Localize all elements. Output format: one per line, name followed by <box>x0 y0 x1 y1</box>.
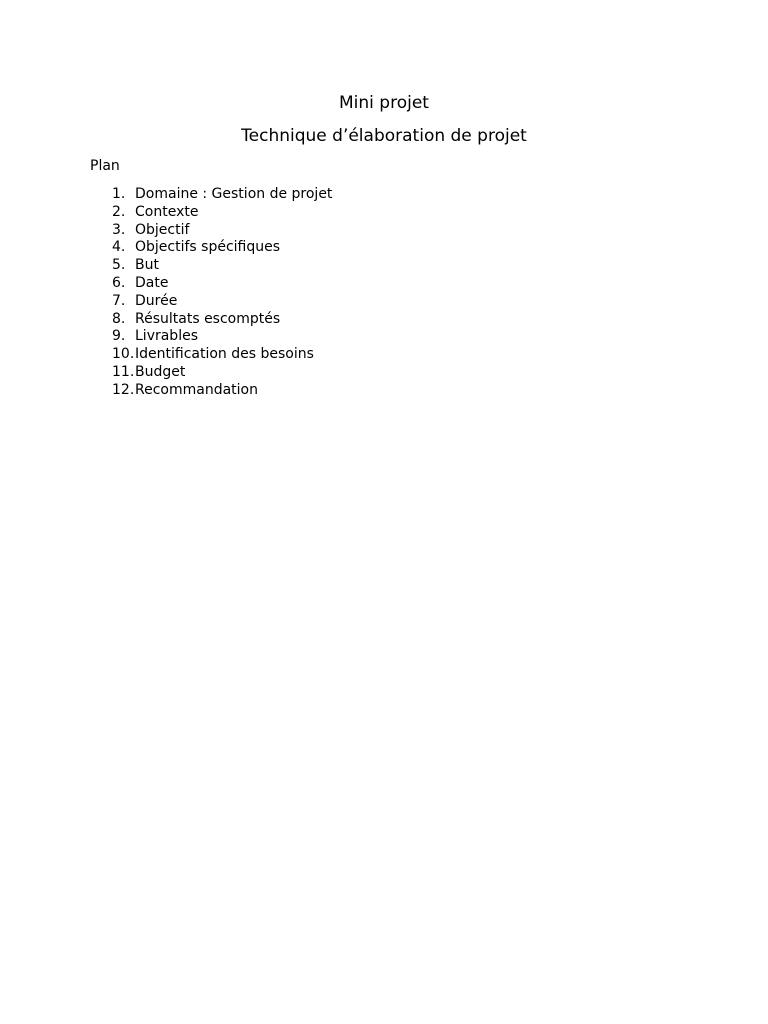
plan-item-number: 9. <box>112 328 126 345</box>
plan-item-text: Domaine : Gestion de projet <box>135 186 333 202</box>
plan-item <box>112 275 332 293</box>
plan-item-text: But <box>135 257 159 274</box>
plan-item-text: Date <box>135 274 169 291</box>
plan-item <box>112 364 332 382</box>
plan-item-number: 7. <box>112 292 126 309</box>
plan-item-text: Résultats escomptés <box>135 310 281 327</box>
plan-item-number: 11. <box>112 363 135 380</box>
plan-item-text: Recommandation <box>135 381 258 398</box>
document-subtitle: Technique d’élaboration de projet <box>241 126 527 146</box>
plan-item <box>112 311 332 329</box>
plan-item-text: Livrables <box>135 328 198 345</box>
plan-item-text: Objectifs spécifiques <box>135 239 281 256</box>
plan-item-number: 12. <box>112 381 135 398</box>
plan-item <box>112 204 332 222</box>
plan-item <box>112 346 332 364</box>
plan-item <box>112 382 332 400</box>
plan-item <box>112 257 332 275</box>
plan-item-text: Contexte <box>135 203 199 220</box>
plan-item-number: 1. <box>112 186 126 202</box>
plan-item-number: 4. <box>112 239 126 256</box>
plan-item <box>112 186 332 204</box>
plan-item <box>112 293 332 311</box>
plan-item <box>112 239 332 257</box>
plan-item-number: 3. <box>112 221 126 238</box>
plan-item-text: Durée <box>135 292 178 309</box>
plan-item-text: Identification des besoins <box>135 346 314 363</box>
plan-label: Plan <box>90 158 120 174</box>
plan-list <box>112 186 332 400</box>
plan-item-number: 10. <box>112 346 135 363</box>
plan-item-number: 5. <box>112 257 126 274</box>
document-title: Mini projet <box>339 93 429 113</box>
plan-item <box>112 328 332 346</box>
plan-item <box>112 222 332 240</box>
plan-item-number: 2. <box>112 203 126 220</box>
plan-item-number: 8. <box>112 310 126 327</box>
plan-item-text: Budget <box>135 363 186 380</box>
plan-item-number: 6. <box>112 274 126 291</box>
plan-item-text: Objectif <box>135 221 190 238</box>
